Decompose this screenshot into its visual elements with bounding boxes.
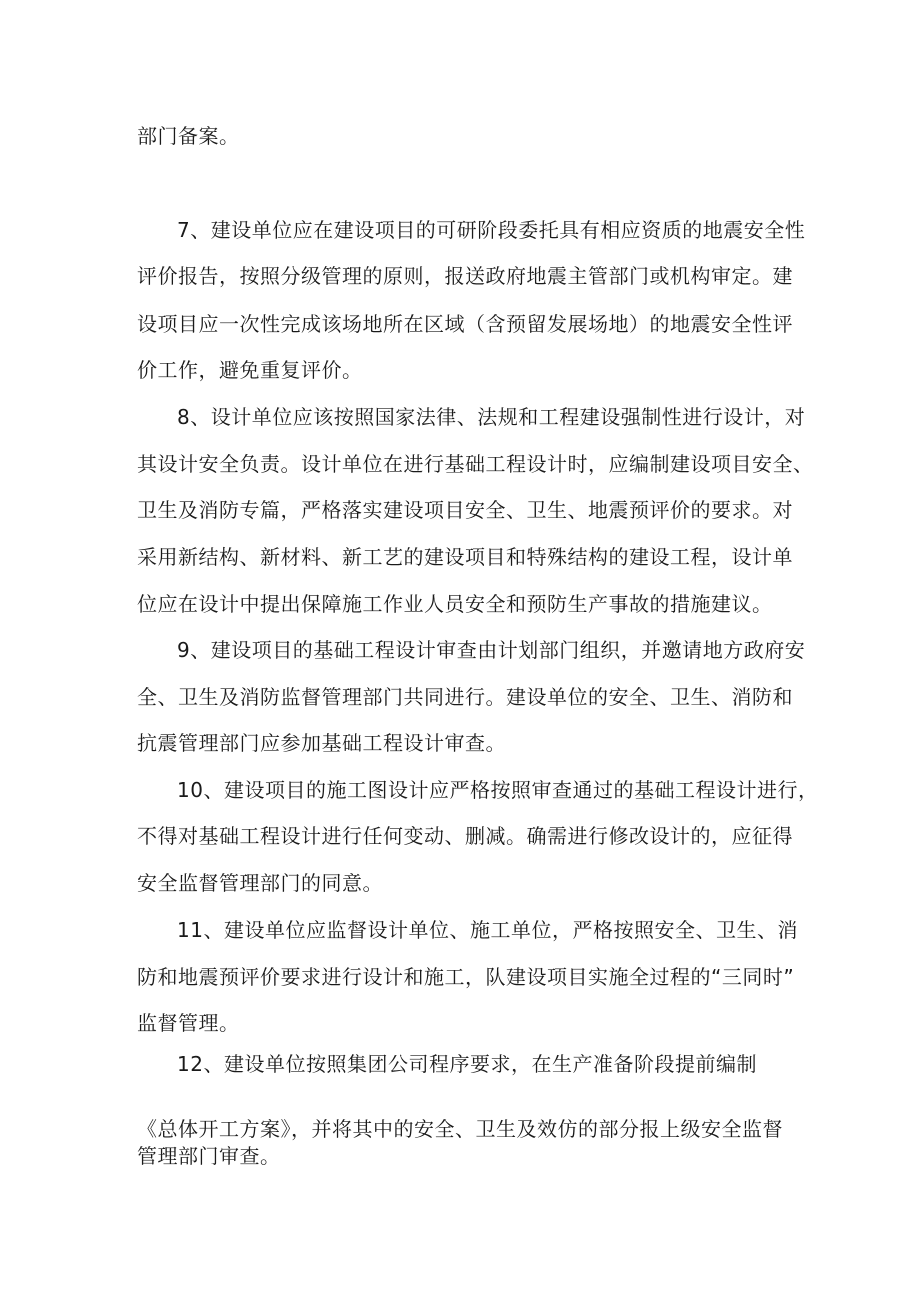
text-line: 安全监督管理部门的同意。	[137, 871, 383, 895]
text-line: 采用新结构、新材料、新工艺的建设项目和特殊结构的建设工程，设计单	[137, 545, 793, 569]
text-line: 监督管理。	[137, 1011, 240, 1035]
text-line: 评价报告，按照分级管理的原则，报送政府地震主管部门或机构审定。建	[137, 264, 793, 288]
text-line: 管理部门审查。	[137, 1144, 281, 1168]
text-line: 10、建设项目的施工图设计应严格按照审查通过的基础工程设计进行，	[177, 778, 819, 802]
text-line: 全、卫生及消防监督管理部门共同进行。建设单位的安全、卫生、消防和	[137, 685, 793, 709]
text-line: 设项目应一次性完成该场地所在区域（含预留发展场地）的地震安全性评	[137, 312, 793, 336]
text-line: 8、设计单位应该按照国家法律、法规和工程建设强制性进行设计，对	[177, 405, 806, 429]
text-line: 11、建设单位应监督设计单位、施工单位，严格按照安全、卫生、消	[177, 918, 798, 942]
text-line: 部门备案。	[137, 124, 240, 148]
text-line: 9、建设项目的基础工程设计审查由计划部门组织，并邀请地方政府安	[177, 638, 806, 662]
text-line: 价工作，避免重复评价。	[137, 358, 363, 382]
text-line: 抗震管理部门应参加基础工程设计审查。	[137, 731, 506, 755]
text-line: 位应在设计中提出保障施工作业人员安全和预防生产事故的措施建议。	[137, 592, 773, 616]
text-line: 卫生及消防专篇，严格落实建设项目安全、卫生、地震预评价的要求。对	[137, 498, 793, 522]
text-line: 其设计安全负责。设计单位在进行基础工程设计时，应编制建设项目安全、	[137, 452, 814, 476]
text-line: 防和地震预评价要求进行设计和施工，队建设项目实施全过程的“三同时”	[137, 965, 795, 989]
text-line: 7、建设单位应在建设项目的可研阶段委托具有相应资质的地震安全性	[177, 218, 806, 242]
text-line: 《总体开工方案》，并将其中的安全、卫生及效仿的部分报上级安全监督	[137, 1117, 783, 1141]
text-line: 不得对基础工程设计进行任何变动、删减。确需进行修改设计的，应征得	[137, 824, 793, 848]
text-line: 12、建设单位按照集团公司程序要求，在生产准备阶段提前编制	[177, 1052, 757, 1076]
